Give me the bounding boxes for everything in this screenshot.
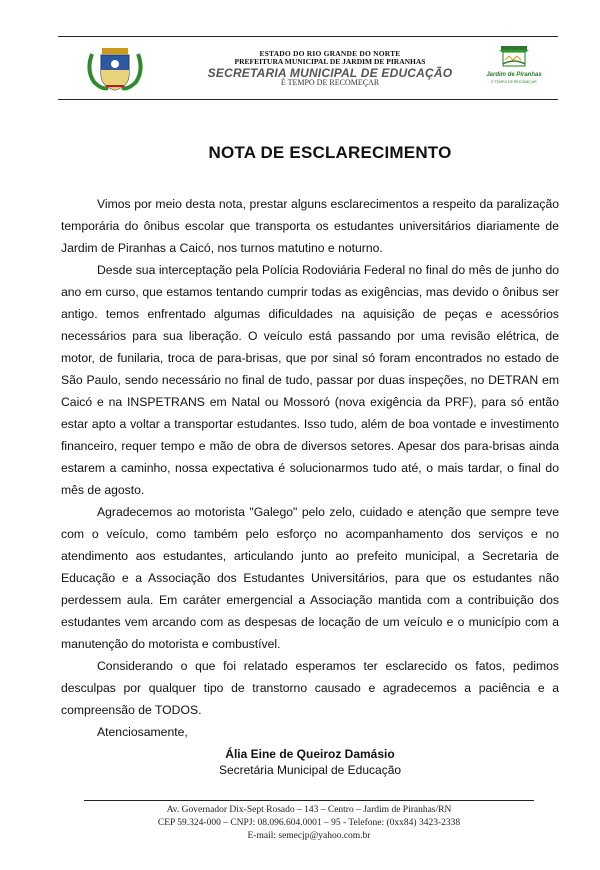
header-slogan: É TEMPO DE RECOMEÇAR — [280, 78, 380, 88]
signature-block — [0, 746, 600, 778]
logo-right-label: Jardim de Piranhas — [486, 72, 542, 78]
header-prefecture: PREFEITURA MUNICIPAL DE JARDIM DE PIRANHAS — [234, 56, 426, 66]
document-body — [61, 193, 559, 743]
header-bottom-rule — [58, 99, 558, 100]
header-state: ESTADO DO RIO GRANDE DO NORTE — [259, 49, 401, 58]
paragraph: Considerando o que foi relatado esperamos ter esclarecido os fatos, pedimos desculpas por qualquer tipo de transtorno causado e agradecemos a paciência e a compreensão de TODOS. — [61, 659, 559, 717]
header-department: SECRETARIA MUNICIPAL DE EDUCAÇÃO — [207, 65, 453, 80]
paragraph: Agradecemos ao motorista "Galego" pelo zelo, cuidado e atenção que sempre teve com o veículo, como também pelo esforço no acompanhamento dos serviços e no atendimento aos estudantes, articulando junto ao prefeito municipal, a Secretaria de Educação e a Associação dos Estudantes Universitários, para que os estudantes não perdessem aula. Em caráter emergencial a Associação mantida com a contribuição dos estudantes vem arcando com as despesas de locação de um veículo e o município com a manutenção do motorista e combustível. — [61, 505, 559, 651]
paragraph: Vimos por meio desta nota, prestar alguns esclarecimentos a respeito da paralização temporária do ônibus escolar que transporta os estudantes universitários diariamente de Jardim de Piranhas a Caicó, nos turnos matutino e noturno. — [61, 197, 559, 255]
municipality-logo-icon — [479, 40, 549, 94]
logo-right-sub: É TEMPO DE RECOMEÇAR — [491, 80, 537, 84]
header-text-block — [180, 50, 480, 88]
header-top-rule — [58, 36, 558, 37]
signatory-name: Ália Eine de Queiroz Damásio — [225, 747, 395, 761]
footer-address: Av. Governador Dix-Sept Rosado – 143 – Centro – Jardim de Piranhas/RN — [166, 805, 452, 815]
paragraph: Desde sua interceptação pela Polícia Rodoviária Federal no final do mês de junho do ano em curso, que estamos tentando cumprir todas as exigências, mas devido o ônibus ser antigo. temos enfrentado algumas dificuldades na aquisição de peças e acessórios necessários para sua liberação. O veículo está passando por uma revisão elétrica, de motor, de funilaria, troca de para-brisas, que por sinal só foram encontrados no estado de São Paulo, sendo necessário no final de tudo, passar por duas inspeções, no DETRAN em Caicó e na INSPETRANS em Natal ou Mossoró (nova exigência da PRF), para só então estar apto a voltar a transportar estudantes. Isso tudo, além de boa vontade e investimento financeiro, requer tempo e mão de obra de diversos setores. Apesar dos para-brisas ainda estarem a caminho, nossa expectativa é solucionarmos tudo até, o mais tardar, o final do mês de agosto. — [61, 263, 559, 497]
signatory-role: Secretária Municipal de Educação — [218, 763, 402, 777]
state-crest-icon — [84, 40, 146, 94]
footer-ids: CEP 59.324-000 – CNPJ: 08.096.604.0001 – 95 - Telefone: (0xx84) 3423-2338 — [157, 818, 461, 828]
footer — [84, 804, 534, 843]
footer-email: E-mail: semecjp@yahoo.com.br — [247, 831, 371, 841]
footer-rule — [84, 800, 534, 801]
closing-salutation: Atenciosamente, — [97, 725, 188, 739]
document-title: NOTA DE ESCLARECIMENTO — [208, 143, 452, 162]
